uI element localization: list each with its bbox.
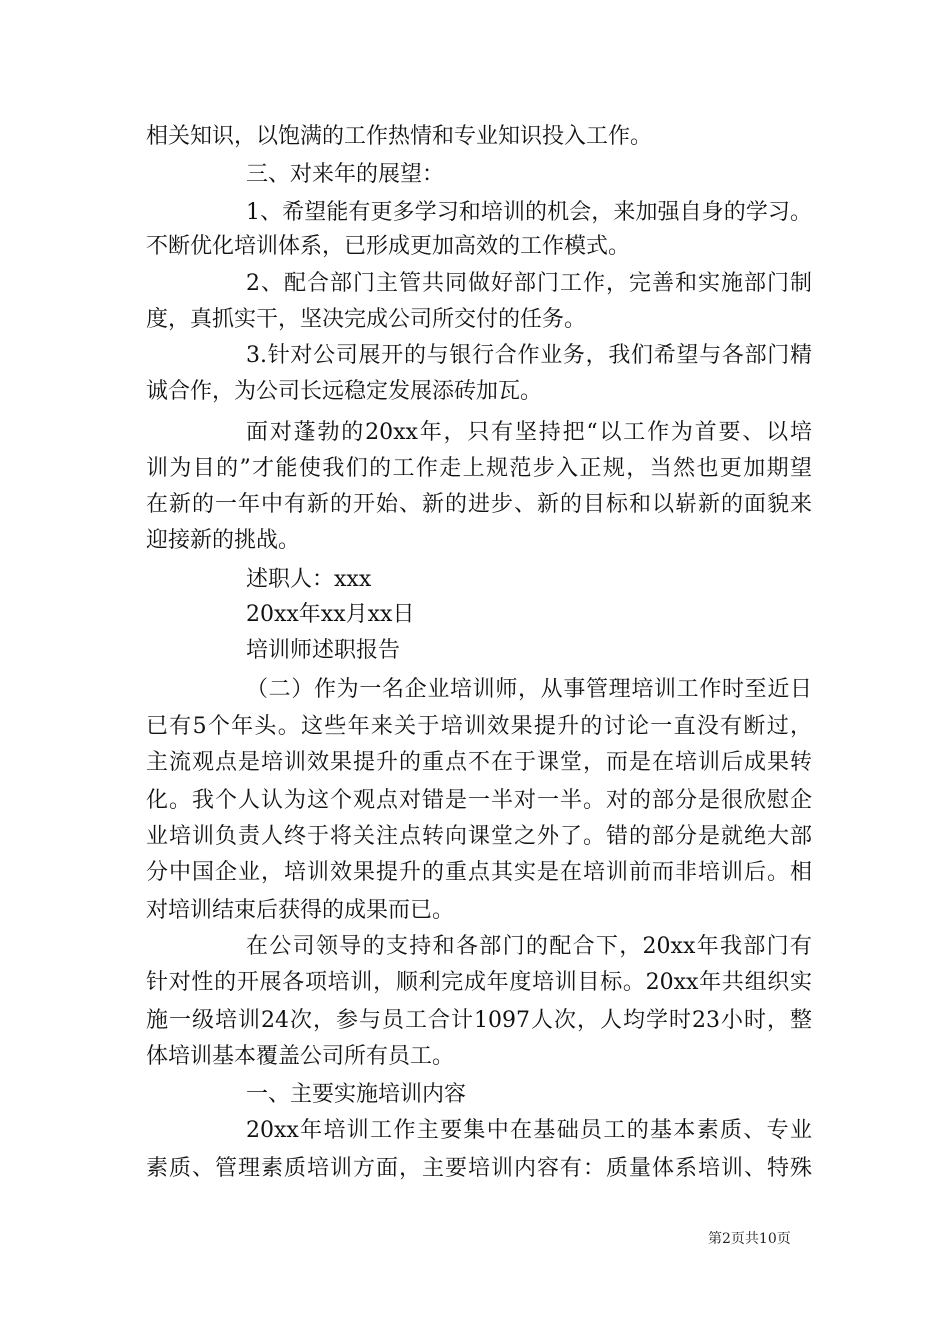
text-line: 业培训负责人终于将关注点转向课堂之外了。错的部分是就绝大部 [146, 824, 812, 849]
text-line: 训为目的”才能使我们的工作走上规范步入正规，当然也更加期望 [146, 456, 812, 481]
text-line: 分中国企业，培训效果提升的重点其实是在培训前而非培训后。相 [146, 860, 812, 885]
text-line: 施一级培训24次，参与员工合计1097人次，人均学时23小时，整 [146, 1008, 812, 1033]
text-line: 对培训结束后获得的成果而已。 [146, 898, 455, 923]
signature-author: 述职人：xxx [246, 567, 372, 592]
report-title: 培训师述职报告 [246, 638, 401, 663]
text-line: 体培训基本覆盖公司所有员工。 [146, 1044, 455, 1069]
text-line: 3.针对公司展开的与银行合作业务，我们希望与各部门精 [246, 343, 812, 368]
signature-date: 20xx年xx月xx日 [246, 602, 415, 627]
text-line: 化。我个人认为这个观点对错是一半对一半。对的部分是很欣慰企 [146, 788, 812, 813]
text-line: 诚合作，为公司长远稳定发展添砖加瓦。 [146, 379, 543, 404]
text-line: 不断优化培训体系，已形成更加高效的工作模式。 [146, 234, 631, 259]
text-line: 在公司领导的支持和各部门的配合下，20xx年我部门有 [246, 934, 812, 959]
text-line: 面对蓬勃的20xx年，只有坚持把“以工作为首要、以培 [246, 420, 812, 445]
text-line: 2、配合部门主管共同做好部门工作，完善和实施部门制 [246, 271, 812, 296]
text-line: （二）作为一名企业培训师，从事管理培训工作时至近日 [246, 677, 812, 702]
text-line: 度，真抓实干，坚决完成公司所交付的任务。 [146, 307, 587, 332]
page-number: 第2页共10页 [708, 1231, 791, 1247]
text-line: 相关知识，以饱满的工作热情和专业知识投入工作。 [146, 124, 653, 149]
text-line: 主流观点是培训效果提升的重点不在于课堂，而是在培训后成果转 [146, 750, 812, 775]
section-heading: 三、对来年的展望： [246, 162, 445, 187]
text-line: 已有5个年头。这些年来关于培训效果提升的讨论一直没有断过， [146, 714, 812, 739]
text-line: 迎接新的挑战。 [146, 528, 301, 553]
text-line: 20xx年培训工作主要集中在基础员工的基本素质、专业 [246, 1118, 812, 1143]
section-heading: 一、主要实施培训内容 [246, 1082, 467, 1107]
text-line: 针对性的开展各项培训，顺利完成年度培训目标。20xx年共组织实 [146, 970, 812, 995]
text-line: 1、希望能有更多学习和培训的机会，来加强自身的学习。 [246, 200, 812, 225]
text-line: 在新的一年中有新的开始、新的进步、新的目标和以崭新的面貌来 [146, 492, 812, 517]
text-line: 素质、管理素质培训方面，主要培训内容有：质量体系培训、特殊 [146, 1156, 812, 1181]
